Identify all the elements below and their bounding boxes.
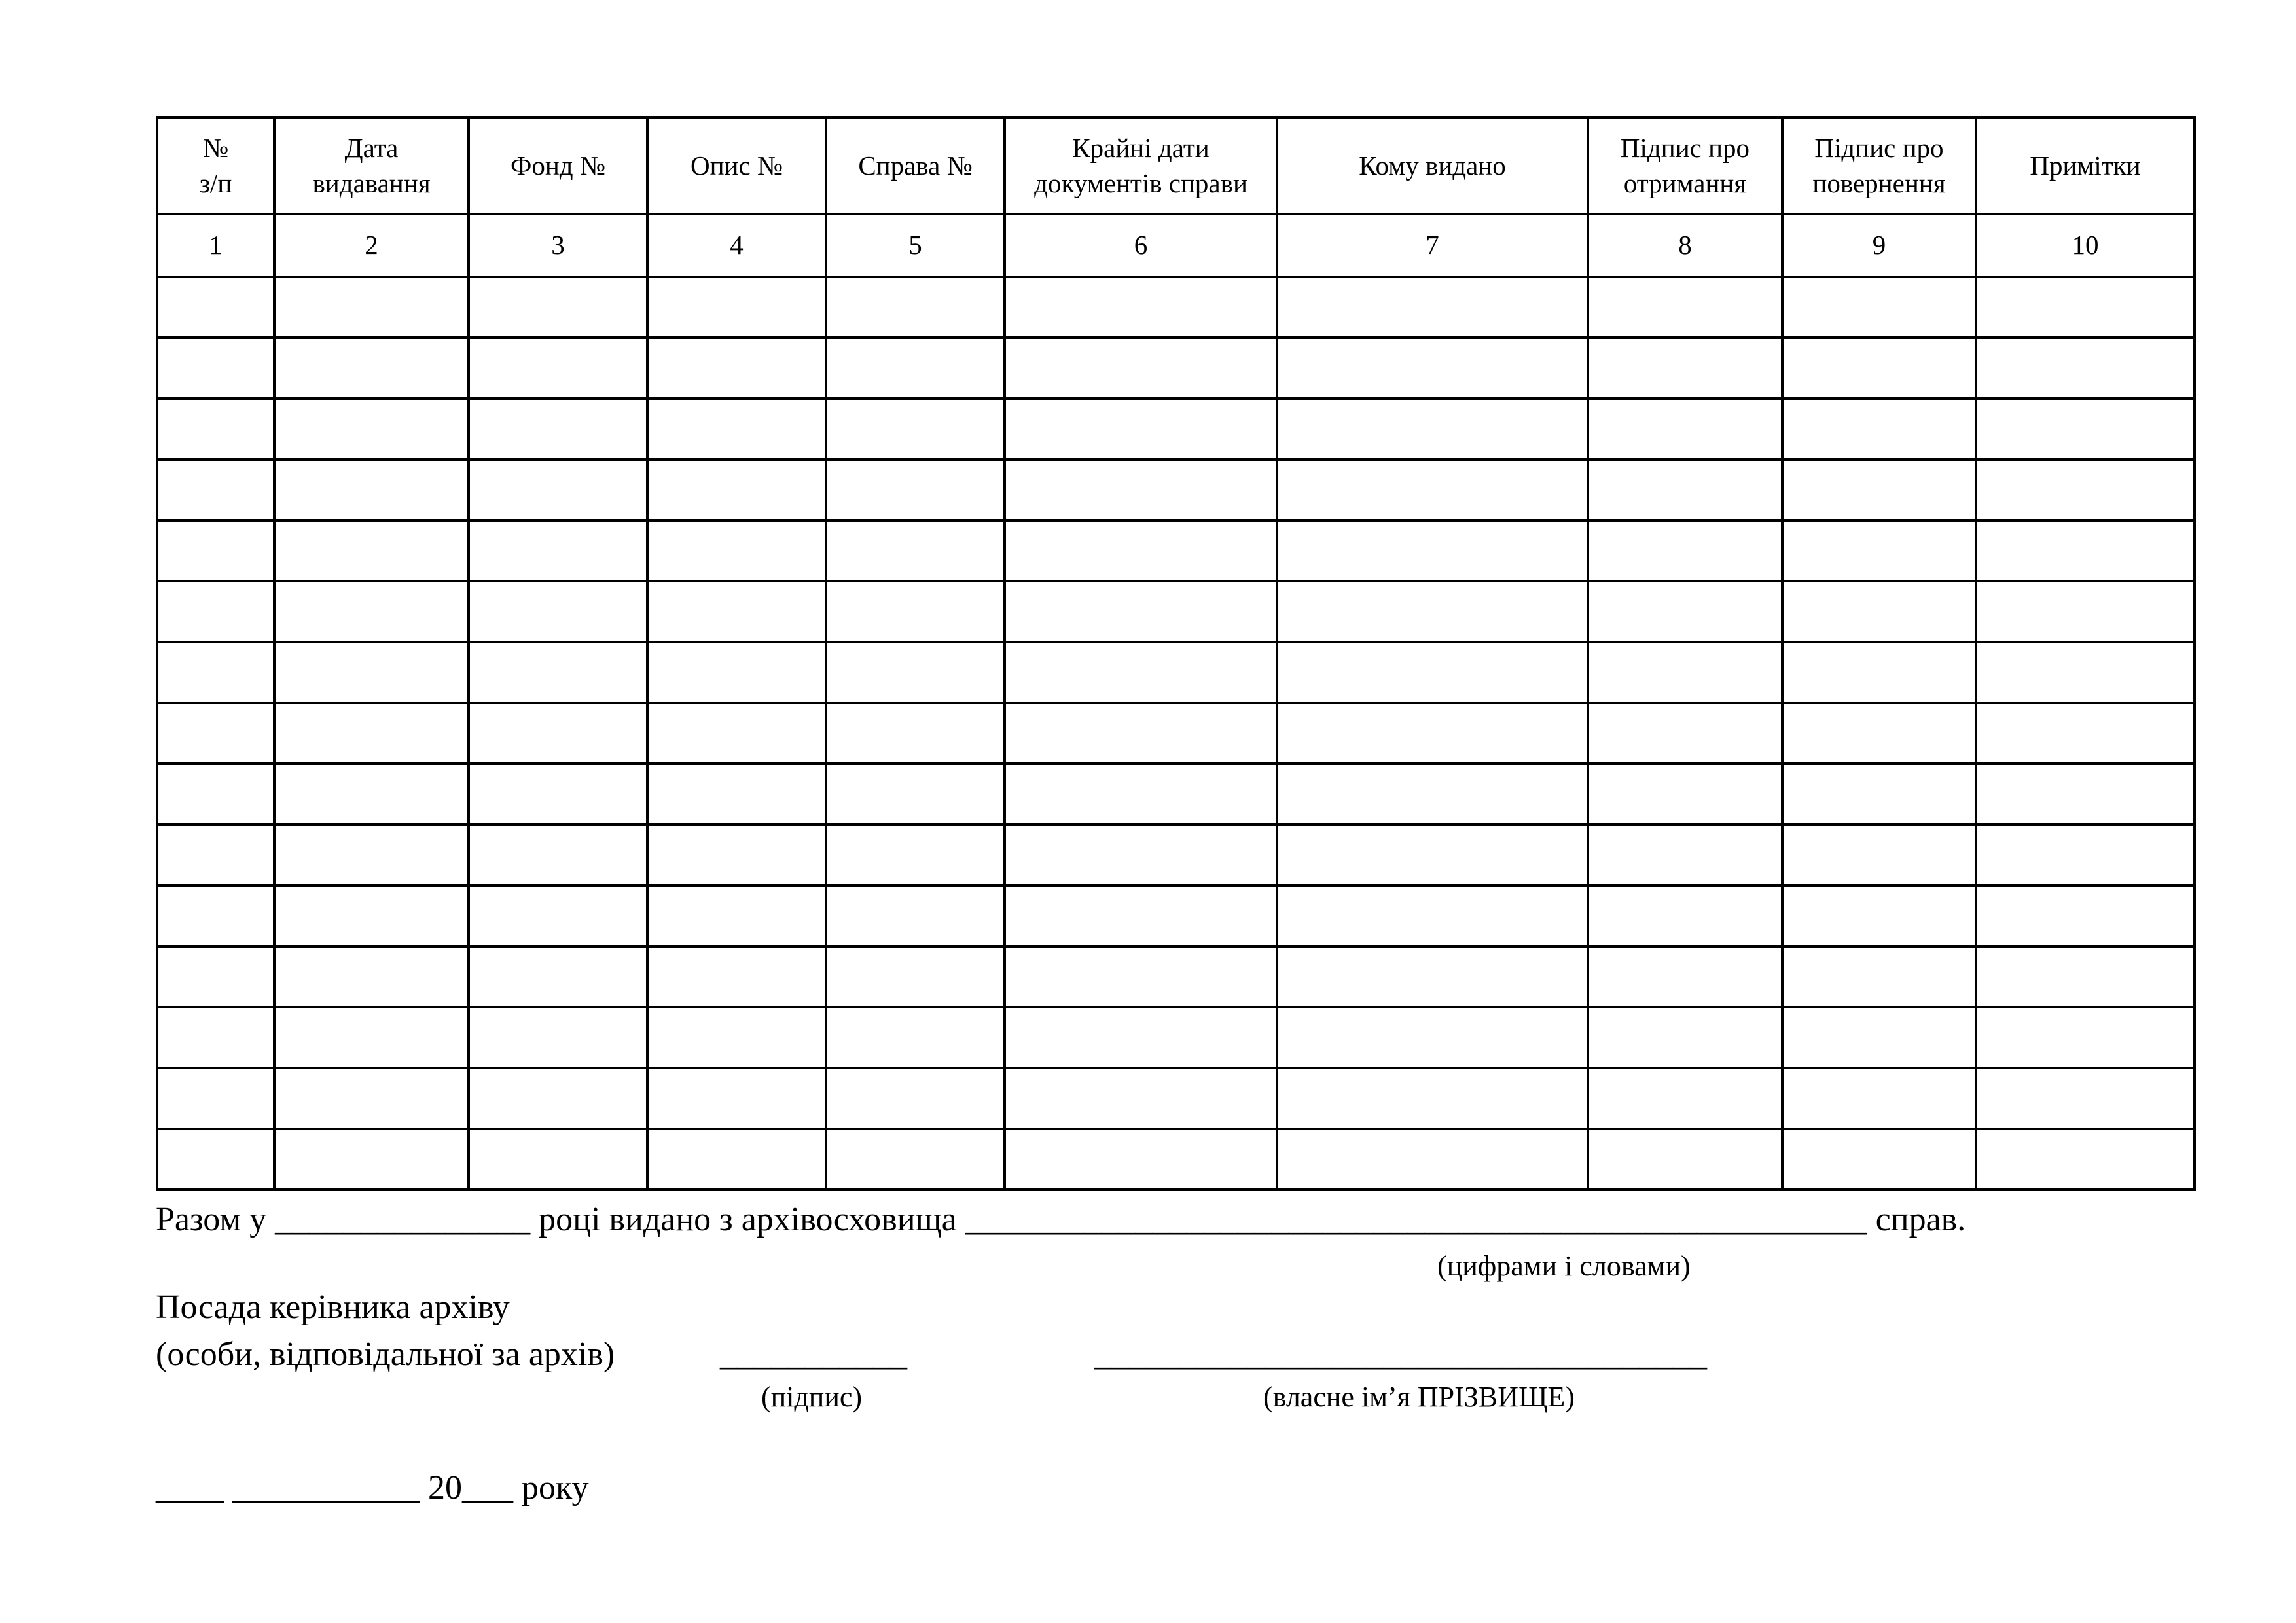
table-cell	[1277, 459, 1588, 520]
table-cell	[157, 581, 274, 642]
column-number: 6	[1005, 214, 1277, 277]
table-cell	[1976, 1068, 2195, 1129]
table-cell	[157, 520, 274, 581]
table-cell	[469, 1068, 647, 1129]
year-blank: _______________	[275, 1201, 531, 1238]
count-caption: (цифрами і словами)	[1437, 1250, 1691, 1282]
table-cell	[274, 764, 469, 825]
column-number: 8	[1588, 214, 1782, 277]
table-cell	[647, 520, 826, 581]
table-cell	[826, 459, 1005, 520]
table-cell	[1782, 825, 1976, 885]
header-receipt-signature: Підпис про отримання	[1588, 118, 1782, 214]
table-cell	[1588, 703, 1782, 764]
table-cell	[1588, 1007, 1782, 1068]
table-cell	[1588, 399, 1782, 459]
table-cell	[647, 946, 826, 1007]
table-cell	[826, 338, 1005, 399]
table-cell	[1588, 1129, 1782, 1190]
table-cell	[1976, 459, 2195, 520]
table-cell	[1277, 1068, 1588, 1129]
table-cell	[469, 642, 647, 703]
table-cell	[274, 703, 469, 764]
table-cell	[1588, 825, 1782, 885]
table-cell	[1277, 338, 1588, 399]
table-cell	[826, 1007, 1005, 1068]
table-row	[157, 277, 2195, 338]
table-cell	[826, 399, 1005, 459]
table-cell	[1588, 1068, 1782, 1129]
table-cell	[647, 1129, 826, 1190]
table-cell	[1277, 1129, 1588, 1190]
column-number: 10	[1976, 214, 2195, 277]
position-line-1: Посада керівника архіву	[156, 1289, 510, 1326]
table-cell	[647, 459, 826, 520]
header-notes: Примітки	[1976, 118, 2195, 214]
table-cell	[157, 885, 274, 946]
table-cell	[1782, 1068, 1976, 1129]
table-cell	[1005, 459, 1277, 520]
table-cell	[1976, 581, 2195, 642]
table-row	[157, 703, 2195, 764]
header-return-signature: Підпис про повернення	[1782, 118, 1976, 214]
table-row	[157, 825, 2195, 885]
column-number: 2	[274, 214, 469, 277]
table-row	[157, 338, 2195, 399]
table-cell	[826, 1068, 1005, 1129]
table-cell	[1005, 642, 1277, 703]
table-cell	[1005, 825, 1277, 885]
table-cell	[157, 642, 274, 703]
table-cell	[274, 642, 469, 703]
table-cell	[1277, 642, 1588, 703]
summary-line	[156, 1200, 1965, 1240]
table-cell	[469, 338, 647, 399]
table-cell	[1976, 277, 2195, 338]
table-cell	[1588, 277, 1782, 338]
table-cell	[826, 885, 1005, 946]
table-row	[157, 1007, 2195, 1068]
table-cell	[274, 885, 469, 946]
table-cell	[274, 520, 469, 581]
table-cell	[157, 1007, 274, 1068]
table-cell	[647, 703, 826, 764]
table-cell	[1277, 946, 1588, 1007]
table-cell	[1277, 399, 1588, 459]
table-cell	[1782, 459, 1976, 520]
table-cell	[826, 1129, 1005, 1190]
table-cell	[1005, 1007, 1277, 1068]
table-row	[157, 520, 2195, 581]
table-cell	[647, 825, 826, 885]
table-cell	[274, 581, 469, 642]
table-cell	[469, 946, 647, 1007]
table-cell	[1782, 642, 1976, 703]
column-number: 5	[826, 214, 1005, 277]
table-cell	[157, 459, 274, 520]
header-fond-number: Фонд №	[469, 118, 647, 214]
table-cell	[1588, 946, 1782, 1007]
table-cell	[1005, 1068, 1277, 1129]
table-cell	[1277, 277, 1588, 338]
table-cell	[157, 825, 274, 885]
table-cell	[274, 1129, 469, 1190]
table-cell	[469, 703, 647, 764]
table-cell	[274, 946, 469, 1007]
table-cell	[826, 520, 1005, 581]
table-cell	[469, 459, 647, 520]
signature-blank: ___________	[720, 1336, 907, 1373]
table-cell	[1976, 825, 2195, 885]
table-cell	[274, 459, 469, 520]
table-cell	[1005, 1129, 1277, 1190]
column-number: 7	[1277, 214, 1588, 277]
header-file-number: Справа №	[826, 118, 1005, 214]
table-cell	[826, 277, 1005, 338]
table-row	[157, 581, 2195, 642]
header-inventory-number: Опис №	[647, 118, 826, 214]
table-cell	[1782, 277, 1976, 338]
count-blank: _____________________________________________________	[965, 1201, 1867, 1238]
table-cell	[1782, 520, 1976, 581]
table-cell	[469, 520, 647, 581]
name-blank: ____________________________________	[1094, 1336, 1707, 1373]
table-body	[157, 277, 2195, 1190]
table-cell	[647, 1007, 826, 1068]
table-cell	[1782, 764, 1976, 825]
column-number: 3	[469, 214, 647, 277]
summary-middle: році видано з архівосховища	[539, 1201, 957, 1238]
table-cell	[1976, 1129, 2195, 1190]
table-cell	[469, 885, 647, 946]
table-row	[157, 459, 2195, 520]
header-row	[157, 118, 2195, 214]
table-cell	[647, 338, 826, 399]
table-cell	[469, 581, 647, 642]
table-cell	[1976, 946, 2195, 1007]
table-cell	[274, 277, 469, 338]
table-cell	[1976, 520, 2195, 581]
table-row	[157, 1068, 2195, 1129]
name-caption: (власне ім’я ПРІЗВИЩЕ)	[1263, 1381, 1575, 1413]
table-row	[157, 1129, 2195, 1190]
table-cell	[647, 642, 826, 703]
table-row	[157, 946, 2195, 1007]
table-cell	[469, 1129, 647, 1190]
column-number: 1	[157, 214, 274, 277]
column-number: 4	[647, 214, 826, 277]
table-cell	[1005, 885, 1277, 946]
table-cell	[647, 885, 826, 946]
table-cell	[826, 642, 1005, 703]
table-cell	[1277, 825, 1588, 885]
header-issued-to: Кому видано	[1277, 118, 1588, 214]
header-issue-date: Дата видавання	[274, 118, 469, 214]
table-cell	[1588, 885, 1782, 946]
table-cell	[1005, 946, 1277, 1007]
table-cell	[1005, 581, 1277, 642]
table-row	[157, 885, 2195, 946]
table-cell	[826, 581, 1005, 642]
header-row-number: № з/п	[157, 118, 274, 214]
table-cell	[1782, 1007, 1976, 1068]
table-cell	[647, 399, 826, 459]
table-cell	[1005, 277, 1277, 338]
table-cell	[157, 946, 274, 1007]
table-cell	[1976, 764, 2195, 825]
table-cell	[1005, 703, 1277, 764]
table-cell	[1277, 885, 1588, 946]
table-cell	[1588, 642, 1782, 703]
table-cell	[1782, 399, 1976, 459]
column-number: 9	[1782, 214, 1976, 277]
signature-caption: (підпис)	[761, 1381, 863, 1413]
table-cell	[157, 277, 274, 338]
table-cell	[1588, 764, 1782, 825]
table-row	[157, 399, 2195, 459]
table-cell	[274, 825, 469, 885]
table-cell	[647, 277, 826, 338]
table-cell	[1782, 1129, 1976, 1190]
table-cell	[1005, 764, 1277, 825]
table-cell	[469, 1007, 647, 1068]
table-cell	[1005, 338, 1277, 399]
table-cell	[469, 399, 647, 459]
archive-issue-register-table	[156, 116, 2196, 1191]
header-date-range: Крайні дати документів справи	[1005, 118, 1277, 214]
table-cell	[1976, 399, 2195, 459]
summary-suffix: справ.	[1875, 1201, 1966, 1238]
table-cell	[1976, 1007, 2195, 1068]
table-cell	[826, 703, 1005, 764]
table-cell	[1277, 520, 1588, 581]
table-cell	[1005, 520, 1277, 581]
table-cell	[274, 1068, 469, 1129]
table-cell	[274, 338, 469, 399]
table-cell	[826, 825, 1005, 885]
table-cell	[1277, 1007, 1588, 1068]
table-cell	[1277, 764, 1588, 825]
table-row	[157, 764, 2195, 825]
table-cell	[274, 1007, 469, 1068]
table-cell	[647, 1068, 826, 1129]
table-cell	[647, 764, 826, 825]
date-line: ____ ___________ 20___ року	[156, 1469, 589, 1507]
table-cell	[1976, 338, 2195, 399]
table-cell	[1782, 703, 1976, 764]
table-cell	[469, 764, 647, 825]
table-cell	[1782, 946, 1976, 1007]
table-cell	[157, 764, 274, 825]
table-cell	[1976, 703, 2195, 764]
position-line-2: (особи, відповідальної за архів)	[156, 1336, 615, 1373]
column-number-row	[157, 214, 2195, 277]
table-cell	[157, 399, 274, 459]
table-cell	[1588, 459, 1782, 520]
table-cell	[157, 703, 274, 764]
table-cell	[469, 825, 647, 885]
table-row	[157, 642, 2195, 703]
summary-prefix: Разом у	[156, 1201, 267, 1238]
table-cell	[1782, 581, 1976, 642]
table-cell	[647, 581, 826, 642]
table-cell	[1005, 399, 1277, 459]
table-cell	[1277, 581, 1588, 642]
table-cell	[1277, 703, 1588, 764]
table-cell	[826, 946, 1005, 1007]
table-cell	[1976, 885, 2195, 946]
table-cell	[1588, 520, 1782, 581]
table-cell	[1782, 885, 1976, 946]
table-cell	[274, 399, 469, 459]
table-cell	[157, 1129, 274, 1190]
table-cell	[1782, 338, 1976, 399]
table-cell	[1976, 642, 2195, 703]
table-cell	[1588, 338, 1782, 399]
table-cell	[469, 277, 647, 338]
table-cell	[157, 338, 274, 399]
table-cell	[157, 1068, 274, 1129]
table-cell	[826, 764, 1005, 825]
table-cell	[1588, 581, 1782, 642]
